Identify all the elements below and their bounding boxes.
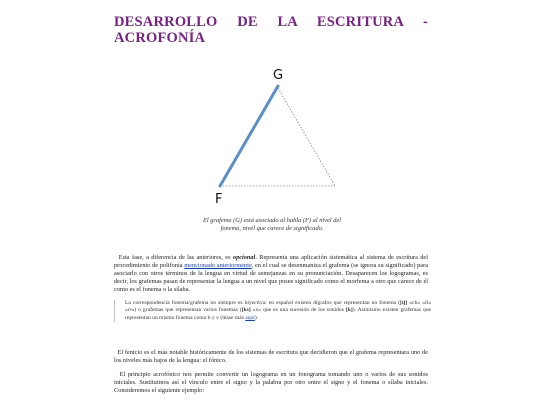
label-f: F — [215, 192, 223, 207]
figure-caption: El grafema (G) está asociado al habla (F) al nivel del fonema, nivel que carece de significado. — [202, 217, 342, 233]
link-aqui[interactable]: aquí — [245, 314, 255, 321]
emphasis-opcional: opcional — [232, 254, 256, 261]
paragraph-acrofonia-phase: Esta fase, a diferencia de las anteriores, es opcional. Representa una aplicación sistemática al sistema de escritura del procedimiento de polifonía mencionado anteriormente, en el cual se desenmaniza el grafema (se ignora su significado) para asociarlo con otros términos de la lengua en virtud de semejanzas en su pronunciación. Desaparecen los logogramas, es decir, los grafemas pasan de representar la lengua a un nivel que posee significado como el morfema a otro que carece de él como es el fonema o la sílaba. — [114, 254, 428, 293]
label-g: G — [273, 68, 284, 83]
page-title — [114, 14, 428, 46]
dotted-edge-right — [278, 88, 335, 186]
link-mencionado-anteriormente[interactable]: mencionado anteriormente — [184, 261, 252, 269]
title-line-2: ACROFONÍA — [114, 30, 206, 46]
paragraph-principio-acrofonico: El principio acrofónico nos permite convertir un logograma en un fonograma tomando uno o varios de sus sonidos iniciales. Sustituimos así el vínculo entre el signo y la palabra por otro entre el signo y el fonema o sílaba iniciales. Consideremos el siguiente ejemplo: — [114, 371, 428, 394]
paragraph-fenicio: El fenicio es el más notable históricamente de los sistemas de escritura que decidieron que el grafema representara uno de los niveles más bajos de la lengua: el fónico. — [114, 349, 428, 364]
triangle-diagram — [200, 62, 345, 212]
solid-edge-left — [220, 86, 278, 186]
note-box — [114, 300, 431, 322]
title-line-1: DESARROLLO DE LA ESCRITURA - — [114, 14, 428, 30]
note-text: La correspondencia fonema/grafema no siempre es biyectiva: en español existen dígrafos que representan un fonema ([tʃ] «ch» «ll» «rr») o grafemas que representan varios fonemas ([ks] «x» que es una sucesión de los sonidos [k]). Asimismo existen grafemas que representan un mismo fonema como b y v (léase más aquí). — [125, 300, 432, 321]
triangle-figure — [200, 62, 345, 212]
